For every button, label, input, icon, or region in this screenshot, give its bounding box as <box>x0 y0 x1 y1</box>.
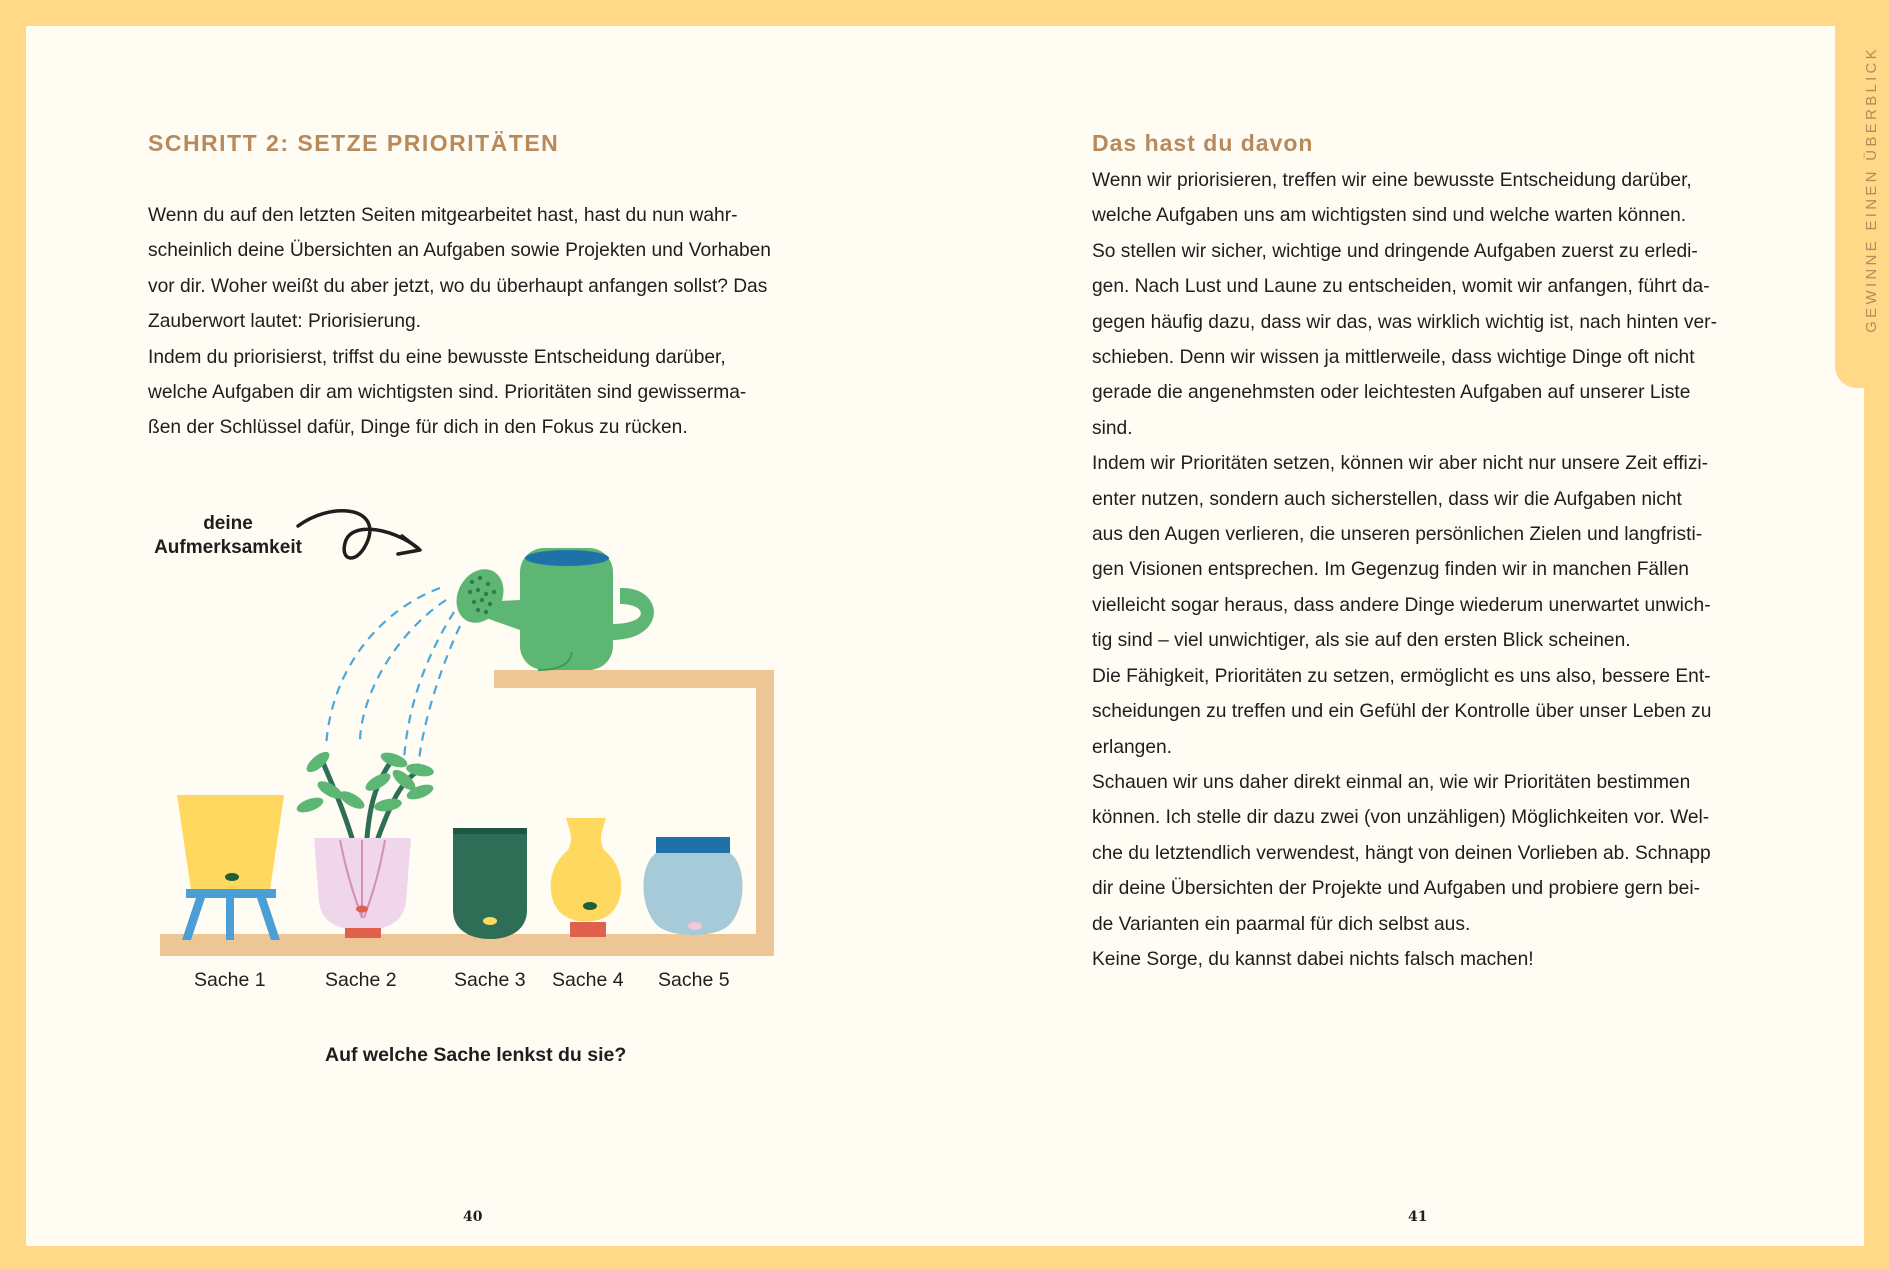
thing-2-plant-icon <box>295 748 435 938</box>
body-line: che du letztendlich verwendest, hängt von deinen Vorlieben ab. Schnapp <box>1092 842 1711 864</box>
illustration-question: Auf welche Sache lenkst du sie? <box>325 1044 627 1066</box>
body-line: de Varianten ein paarmal für dich selbst aus. <box>1092 913 1471 935</box>
body-line: gerade die angenehmsten oder leichtesten Aufgaben auf unserer Liste <box>1092 382 1691 404</box>
body-line: Schauen wir uns daher direkt einmal an, wie wir Prioritäten bestimmen <box>1092 771 1691 793</box>
body-line: scheidungen zu treffen und ein Gefühl der Kontrolle über unser Leben zu <box>1092 701 1712 723</box>
body-line: So stellen wir sicher, wichtige und dringende Aufgaben zuerst zu erledi- <box>1092 240 1698 262</box>
thing-label-3: Sache 3 <box>454 969 526 991</box>
body-line: gen. Nach Lust und Laune zu entscheiden, womit wir anfangen, führt da- <box>1092 276 1710 298</box>
watering-can-icon <box>447 548 653 670</box>
thing-5-pot-icon <box>643 837 742 935</box>
thing-label-1: Sache 1 <box>194 969 266 991</box>
body-line: Die Fähigkeit, Prioritäten zu setzen, ermöglicht es uns also, bessere Ent- <box>1092 665 1711 687</box>
body-line: welche Aufgaben uns am wichtigsten sind und welche warten können. <box>1092 205 1687 227</box>
attention-arrow-icon <box>298 511 418 558</box>
water-streams-icon <box>326 588 460 770</box>
body-line: enter nutzen, sondern auch sicherstellen, dass wir die Aufgaben nicht <box>1092 488 1682 510</box>
thing-4-vase-icon <box>551 818 622 937</box>
right-page-body <box>1092 163 1717 977</box>
body-line: Wenn du auf den letzten Seiten mitgearbeitet hast, hast du nun wahr- <box>148 205 738 226</box>
attention-label-line: deine <box>203 513 253 534</box>
body-line: Wenn wir priorisieren, treffen wir eine bewusste Entscheidung darüber, <box>1092 170 1692 191</box>
chapter-tab-label: GEWINNE EINEN ÜBERBLICK <box>1863 46 1880 333</box>
body-line: ßen der Schlüssel dafür, Dinge für dich in den Fokus zu rücken. <box>148 417 688 439</box>
thing-label-5: Sache 5 <box>658 969 730 991</box>
right-page-heading: Das hast du davon <box>1092 130 1314 156</box>
body-line: vielleicht sogar heraus, dass andere Dinge wiederum unerwartet unwich- <box>1092 594 1711 616</box>
right-page-number: 41 <box>1408 1209 1428 1225</box>
body-line: welche Aufgaben dir am wichtigsten sind. Prioritäten sind gewisserma- <box>148 382 747 404</box>
thing-label-4: Sache 4 <box>552 969 624 991</box>
attention-label <box>146 512 310 560</box>
body-line: tig sind – viel unwichtiger, als sie auf den ersten Blick scheinen. <box>1092 630 1631 652</box>
attention-label-line: Aufmerksamkeit <box>154 537 302 558</box>
body-line: dir deine Übersichten der Projekte und Aufgaben und probiere gern bei- <box>1092 878 1701 900</box>
body-line: aus den Augen verlieren, die unseren persönlichen Zielen und langfristi- <box>1092 524 1703 546</box>
thing-label-2: Sache 2 <box>325 969 397 991</box>
thing-3-pot-icon <box>453 828 527 939</box>
body-line: gegen häufig dazu, dass wir das, was wirklich wichtig ist, nach hinten ver- <box>1092 311 1717 333</box>
body-line: vor dir. Woher weißt du aber jetzt, wo du überhaupt anfangen sollst? Das <box>148 275 768 297</box>
body-line: Indem wir Prioritäten setzen, können wir aber nicht nur unsere Zeit effizi- <box>1092 453 1709 475</box>
body-line: können. Ich stelle dir dazu zwei (von unzähligen) Möglichkeiten vor. Wel- <box>1092 807 1710 829</box>
body-line: gen Visionen entsprechen. Im Gegenzug finden wir in manchen Fällen <box>1092 559 1689 581</box>
body-line: schieben. Denn wir wissen ja mittlerweile, dass wichtige Dinge oft nicht <box>1092 347 1695 369</box>
body-line: Keine Sorge, du kannst dabei nichts falsch machen! <box>1092 948 1534 970</box>
thing-1-pot-icon <box>177 795 284 940</box>
body-line: erlangen. <box>1092 736 1173 758</box>
left-page-heading: SCHRITT 2: SETZE PRIORITÄTEN <box>148 130 560 156</box>
body-line: sind. <box>1092 417 1133 439</box>
body-line: scheinlich deine Übersichten an Aufgaben sowie Projekten und Vorhaben <box>148 240 771 262</box>
body-line: Indem du priorisierst, triffst du eine bewusste Entscheidung darüber, <box>148 346 726 368</box>
left-page-number: 40 <box>463 1209 483 1225</box>
body-line: Zauberwort lautet: Priorisierung. <box>148 311 422 333</box>
